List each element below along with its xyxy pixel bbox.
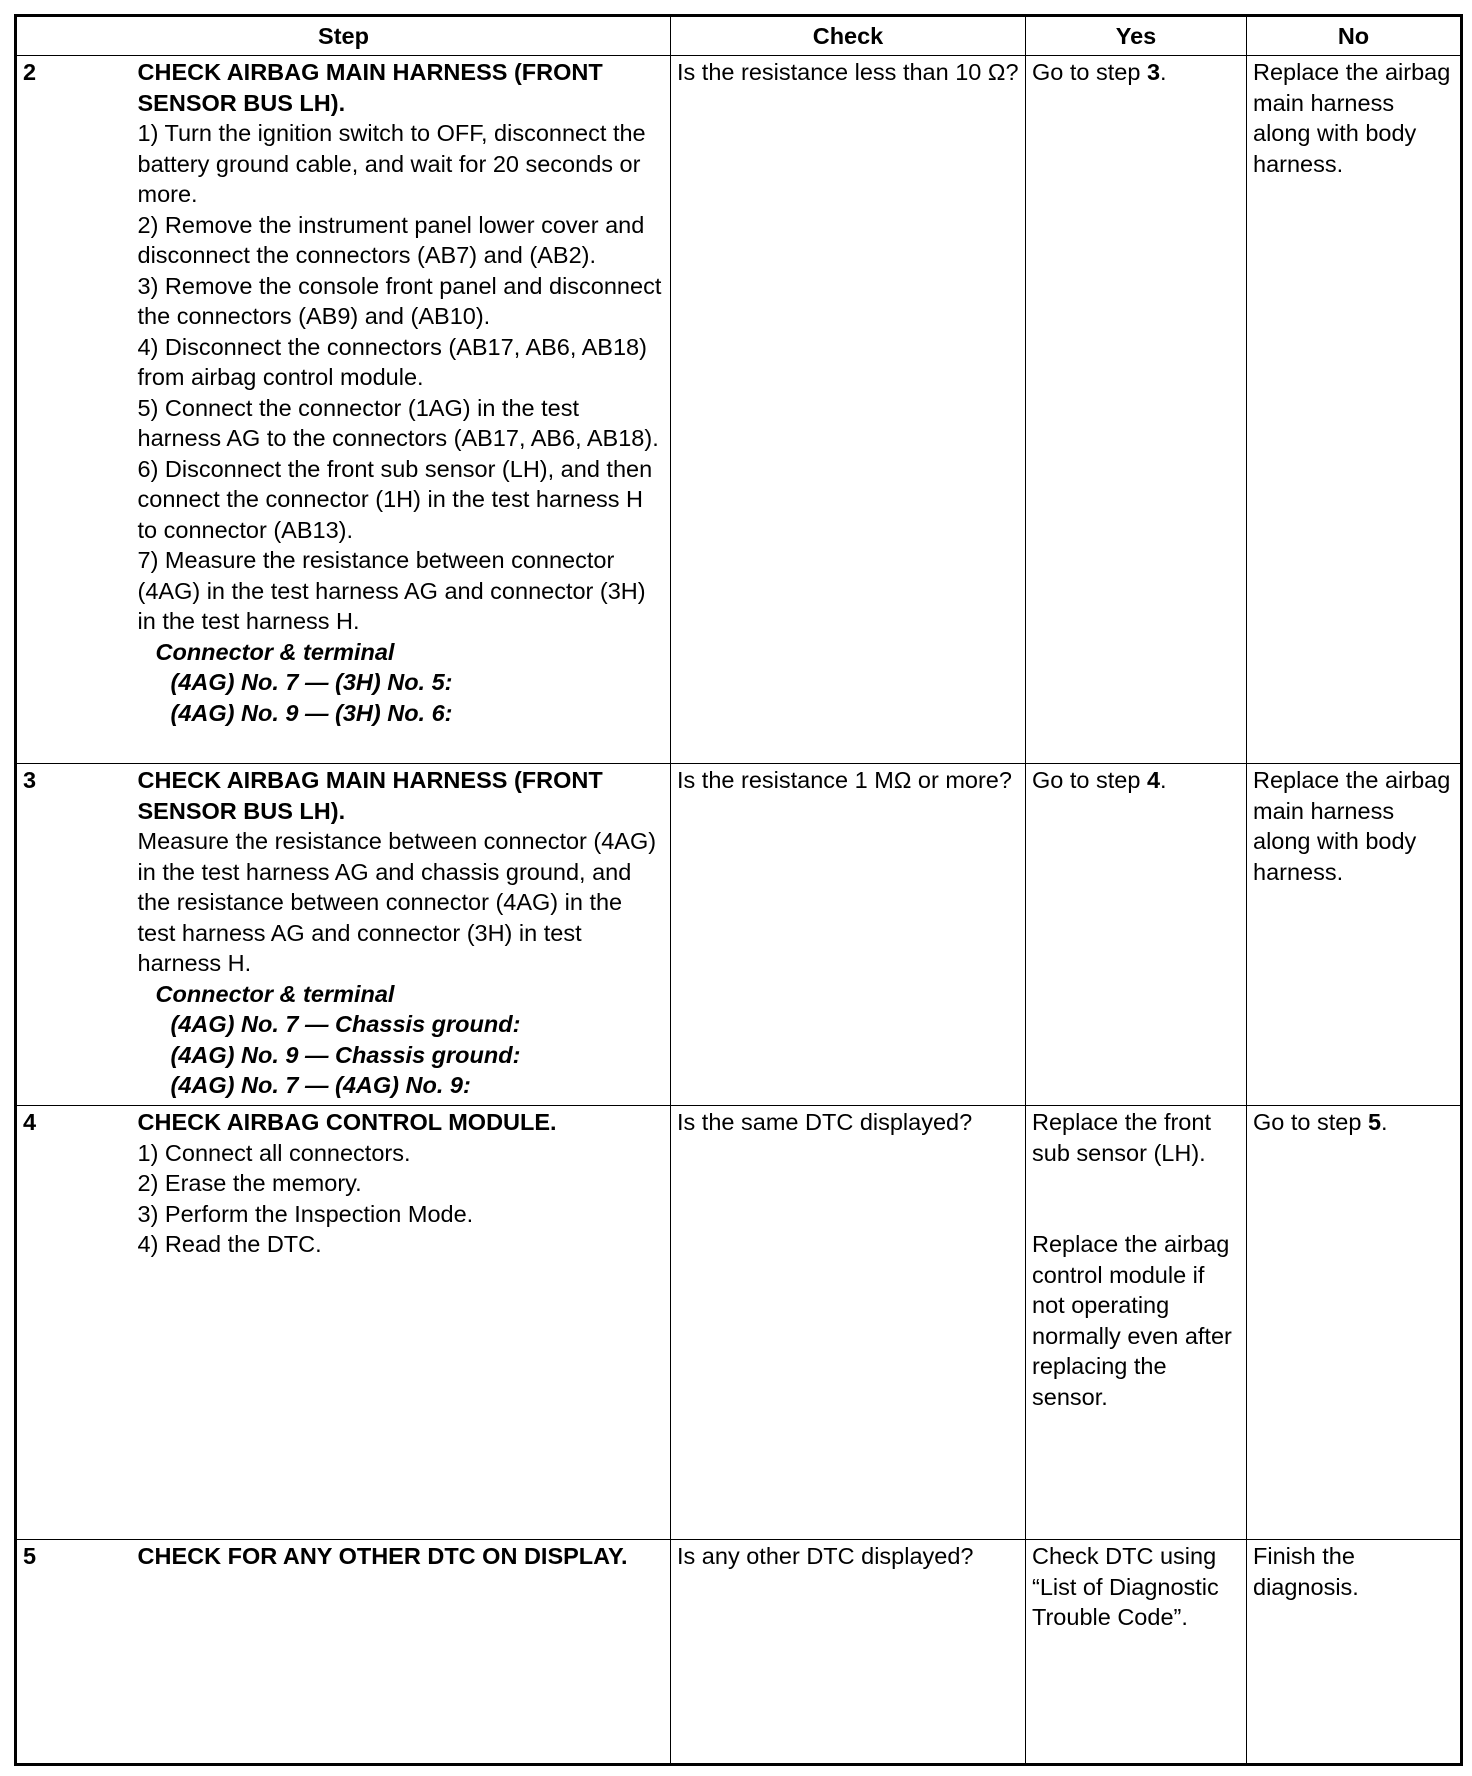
yes-suffix: . bbox=[1160, 767, 1167, 793]
step-title: CHECK AIRBAG MAIN HARNESS (FRONT SENSOR BUS LH). bbox=[137, 767, 603, 824]
no-step-ref: 5 bbox=[1367, 1109, 1382, 1135]
yes-action: Check DTC using “List of Diagnostic Trouble Code”. bbox=[1026, 1540, 1247, 1765]
header-check: Check bbox=[671, 16, 1026, 56]
yes-action bbox=[1026, 764, 1247, 1106]
connector-note-item: (4AG) No. 9 — Chassis ground: bbox=[170, 1041, 521, 1068]
table-header-row bbox=[16, 16, 1462, 56]
step-procedure: 1) Turn the ignition switch to OFF, disconnect the battery ground cable, and wait for 20 seconds or more. bbox=[137, 120, 646, 207]
header-yes: Yes bbox=[1026, 16, 1247, 56]
step-procedure: 4) Disconnect the connectors (AB17, AB6, AB18) from airbag control module. bbox=[137, 333, 647, 390]
yes-step-ref: 3 bbox=[1146, 59, 1161, 85]
no-action bbox=[1247, 1106, 1462, 1540]
yes-prefix: Go to step bbox=[1032, 59, 1147, 85]
step-procedure: 5) Connect the connector (1AG) in the test harness AG to the connectors (AB17, AB6, AB18). bbox=[137, 394, 659, 451]
table-row bbox=[16, 764, 1462, 1106]
step-description bbox=[132, 56, 671, 764]
no-action: Replace the airbag main harness along with body harness. bbox=[1247, 764, 1462, 1106]
connector-note-title: Connector & terminal bbox=[155, 980, 395, 1007]
step-number: 5 bbox=[16, 1540, 132, 1765]
check-question: Is any other DTC displayed? bbox=[671, 1540, 1026, 1765]
header-no: No bbox=[1247, 16, 1462, 56]
step-procedure: 3) Perform the Inspection Mode. bbox=[137, 1200, 474, 1227]
step-description bbox=[132, 1106, 671, 1540]
yes-action bbox=[1026, 56, 1247, 764]
step-procedure: 4) Read the DTC. bbox=[137, 1231, 322, 1257]
step-body: Measure the resistance between connector (4AG) in the test harness AG and chassis ground, and the resistance between connector (4AG) in the test harness AG and connector (3H) in test harness H. bbox=[137, 828, 657, 976]
step-procedure: 2) Remove the instrument panel lower cover and disconnect the connectors (AB7) and (AB2). bbox=[137, 211, 645, 268]
yes-step-ref: 4 bbox=[1146, 767, 1161, 793]
step-description bbox=[132, 1540, 671, 1765]
step-number: 2 bbox=[16, 56, 132, 764]
no-action: Finish the diagnosis. bbox=[1247, 1540, 1462, 1765]
connector-note-title: Connector & terminal bbox=[155, 638, 395, 665]
step-number: 4 bbox=[16, 1106, 132, 1540]
step-title: CHECK FOR ANY OTHER DTC ON DISPLAY. bbox=[137, 1543, 628, 1569]
step-description bbox=[132, 764, 671, 1106]
step-procedure: 2) Erase the memory. bbox=[137, 1170, 362, 1196]
step-procedure: 1) Connect all connectors. bbox=[137, 1139, 411, 1166]
table-row bbox=[16, 1106, 1462, 1540]
spacer bbox=[1032, 1168, 1241, 1229]
diagnostic-table bbox=[14, 14, 1463, 1766]
yes-suffix: . bbox=[1160, 59, 1167, 85]
yes-action-secondary: Replace the airbag control module if not operating normally even after replacing the sensor. bbox=[1032, 1231, 1232, 1410]
connector-note-item: (4AG) No. 7 — (3H) No. 5: bbox=[170, 669, 453, 695]
header-step: Step bbox=[16, 16, 671, 56]
connector-note-item: (4AG) No. 9 — (3H) No. 6: bbox=[170, 699, 453, 726]
step-procedure: 3) Remove the console front panel and disconnect the connectors (AB9) and (AB10). bbox=[137, 272, 662, 329]
check-question: Is the resistance less than 10 Ω? bbox=[671, 56, 1026, 764]
table-row bbox=[16, 56, 1462, 764]
step-title: CHECK AIRBAG CONTROL MODULE. bbox=[137, 1109, 557, 1135]
no-action: Replace the airbag main harness along with body harness. bbox=[1247, 56, 1462, 764]
yes-prefix: Go to step bbox=[1032, 767, 1147, 793]
step-procedure: 6) Disconnect the front sub sensor (LH), and then connect the connector (1H) in the test harness H to connector (AB13). bbox=[137, 455, 653, 543]
connector-note-item: (4AG) No. 7 — (4AG) No. 9: bbox=[170, 1072, 471, 1098]
step-title: CHECK AIRBAG MAIN HARNESS (FRONT SENSOR BUS LH). bbox=[137, 59, 603, 116]
no-prefix: Go to step bbox=[1253, 1109, 1368, 1135]
yes-action-primary: Replace the front sub sensor (LH). bbox=[1032, 1109, 1211, 1166]
check-question: Is the resistance 1 MΩ or more? bbox=[671, 764, 1026, 1106]
step-procedure: 7) Measure the resistance between connector (4AG) in the test harness AG and connector (3H) in the test harness H. bbox=[137, 547, 646, 634]
no-suffix: . bbox=[1381, 1109, 1388, 1135]
yes-action bbox=[1026, 1106, 1247, 1540]
check-question: Is the same DTC displayed? bbox=[671, 1106, 1026, 1540]
table-row bbox=[16, 1540, 1462, 1765]
step-number: 3 bbox=[16, 764, 132, 1106]
connector-note-item: (4AG) No. 7 — Chassis ground: bbox=[170, 1011, 521, 1037]
